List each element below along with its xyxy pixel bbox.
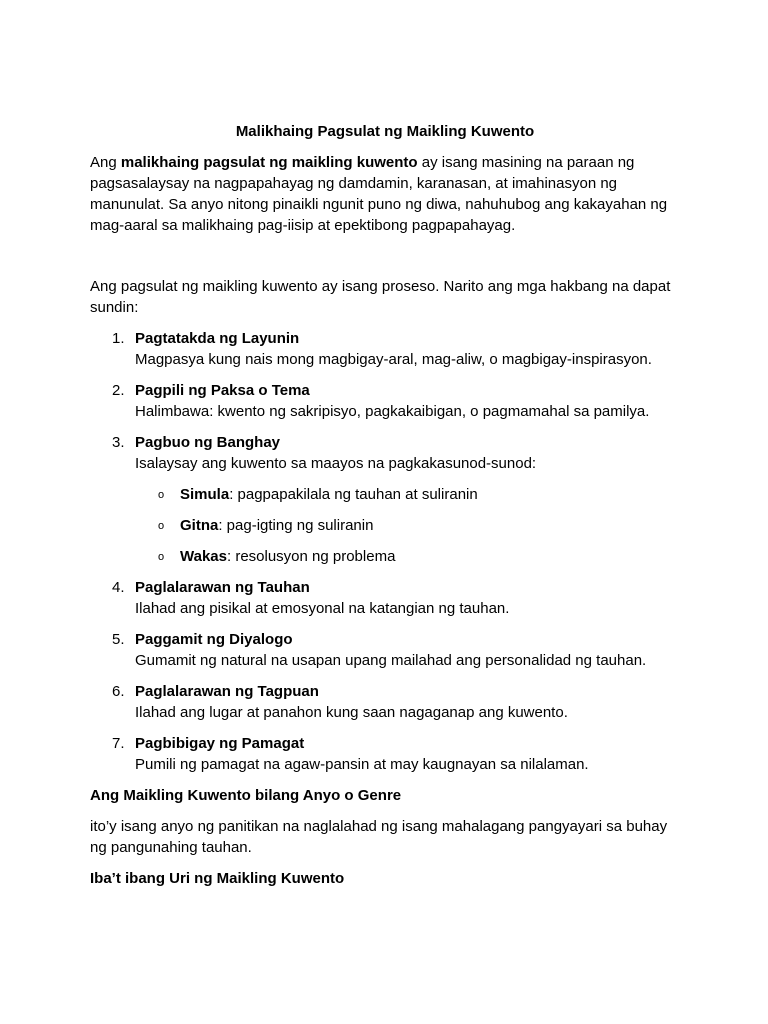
process-intro-paragraph: Ang pagsulat ng maikling kuwento ay isang proseso. Narito ang mga hakbang na dapat sundin: xyxy=(90,278,671,316)
step-title: Paglalarawan ng Tagpuan xyxy=(135,683,319,700)
bullet-marker: o xyxy=(158,520,165,532)
list-item xyxy=(90,328,680,370)
sub-list-item xyxy=(135,546,680,567)
step-title: Pagpili ng Paksa o Tema xyxy=(135,382,310,399)
list-item xyxy=(90,432,680,567)
genre-heading: Ang Maikling Kuwento bilang Anyo o Genre xyxy=(90,787,402,804)
bullet-marker: o xyxy=(158,489,165,501)
intro-rest: ay isang masining na paraan ng pagsasalaysay na nagpapahayag ng damdamin, karanasan, at imahinasyon ng manunulat. Sa anyo nitong pinaikli ngunit puno ng diwa, nahuhubog ang kakayahan ng mag-aaral sa malikhaing pag-iisip at epektibong pagpapahayag. xyxy=(90,154,668,234)
step-number: 3. xyxy=(112,434,125,451)
list-item xyxy=(90,629,680,671)
step-title: Paglalarawan ng Tauhan xyxy=(135,579,310,596)
step-description: Ilahad ang pisikal at emosyonal na katangian ng tauhan. xyxy=(135,600,510,617)
genre-definition: ito’y isang anyo ng panitikan na naglalahad ng isang mahalagang pangyayari sa buhay ng pangunahing tauhan. xyxy=(90,818,668,856)
step-number: 1. xyxy=(112,330,125,347)
intro-paragraph xyxy=(90,152,680,236)
sub-list-item xyxy=(135,515,680,536)
step-description: Isalaysay ang kuwento sa maayos na pagkakasunod-sunod: xyxy=(135,455,537,472)
sub-list xyxy=(135,484,680,567)
sub-term: Wakas xyxy=(180,548,227,565)
step-number: 5. xyxy=(112,631,125,648)
step-description: Pumili ng pamagat na agaw-pansin at may kaugnayan sa nilalaman. xyxy=(135,756,589,773)
list-item xyxy=(90,577,680,619)
step-number: 7. xyxy=(112,735,125,752)
step-description: Gumamit ng natural na usapan upang mailahad ang personalidad ng tauhan. xyxy=(135,652,647,669)
sub-list-item xyxy=(135,484,680,505)
step-number: 6. xyxy=(112,683,125,700)
list-item xyxy=(90,681,680,723)
step-title: Pagtatakda ng Layunin xyxy=(135,330,300,347)
document-page xyxy=(90,121,680,899)
step-number: 2. xyxy=(112,382,125,399)
types-heading: Iba’t ibang Uri ng Maikling Kuwento xyxy=(90,870,345,887)
step-title: Pagbuo ng Banghay xyxy=(135,434,281,451)
sub-text: : resolusyon ng problema xyxy=(226,548,396,565)
intro-bold-term: malikhaing pagsulat ng maikling kuwento xyxy=(120,154,418,171)
list-item xyxy=(90,380,680,422)
intro-lead: Ang xyxy=(90,154,121,171)
document-title: Malikhaing Pagsulat ng Maikling Kuwento xyxy=(235,123,535,140)
sub-term: Gitna xyxy=(180,517,219,534)
sub-text: : pag-igting ng suliranin xyxy=(218,517,374,534)
step-description: Magpasya kung nais mong magbigay-aral, mag-aliw, o magbigay-inspirasyon. xyxy=(135,351,652,368)
steps-list xyxy=(90,328,680,775)
step-title: Pagbibigay ng Pamagat xyxy=(135,735,305,752)
sub-text: : pagpapakilala ng tauhan at suliranin xyxy=(229,486,478,503)
sub-term: Simula xyxy=(180,486,230,503)
step-description: Ilahad ang lugar at panahon kung saan nagaganap ang kuwento. xyxy=(135,704,568,721)
list-item xyxy=(90,733,680,775)
step-number: 4. xyxy=(112,579,125,596)
bullet-marker: o xyxy=(158,551,165,563)
step-title: Paggamit ng Diyalogo xyxy=(135,631,293,648)
step-description: Halimbawa: kwento ng sakripisyo, pagkakaibigan, o pagmamahal sa pamilya. xyxy=(135,403,650,420)
